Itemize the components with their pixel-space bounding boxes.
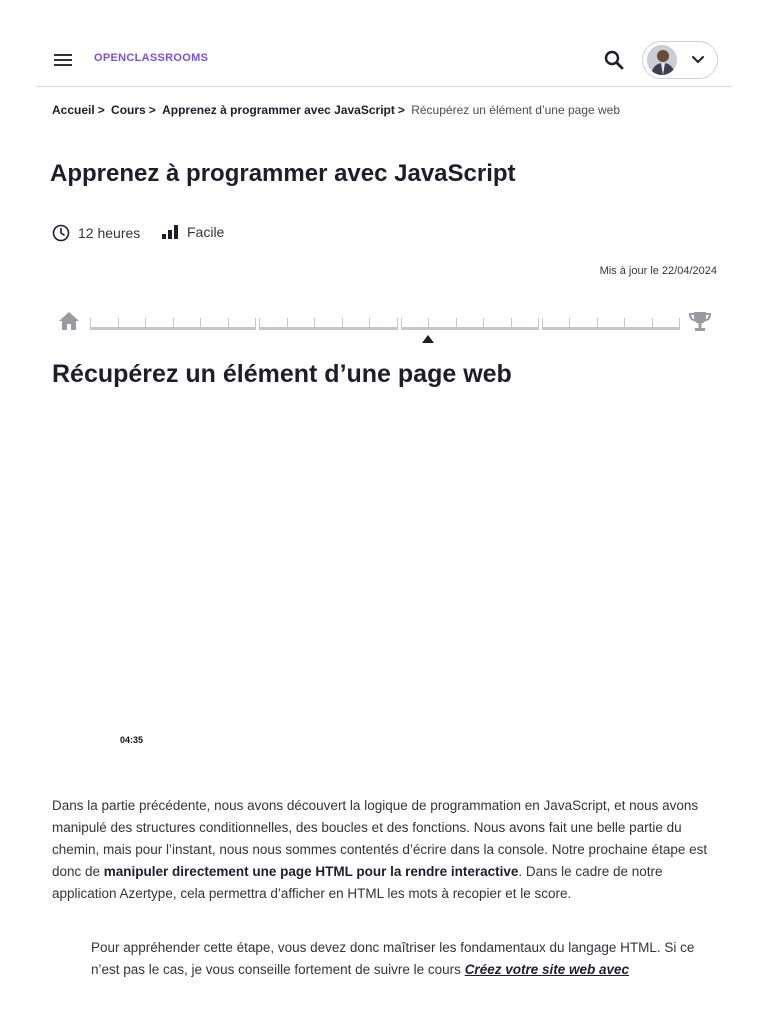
progress-chapter-tick[interactable]: [624, 318, 625, 328]
progress-chapter-tick[interactable]: [145, 318, 146, 328]
progress-part-3[interactable]: [401, 327, 539, 330]
level-label: Facile: [187, 224, 225, 240]
progress-chapter-tick[interactable]: [342, 318, 343, 328]
progress-part-4[interactable]: [542, 327, 680, 330]
progress-chapter-tick[interactable]: [287, 318, 288, 328]
current-chapter-marker: [422, 335, 434, 343]
chapter-title: Récupérez un élément d’une page web: [52, 360, 512, 388]
breadcrumb-courses[interactable]: Cours: [111, 103, 146, 117]
breadcrumb: [52, 103, 620, 117]
trophy-icon: [688, 311, 712, 333]
course-title: Apprenez à programmer avec JavaScript: [50, 160, 516, 187]
top-navigation-bar: [36, 36, 732, 87]
paragraph-text: Dans la partie précédente, nous avons découvert la logique de programmation en JavaScript, et nous avons manipulé des structures conditionnelles, des boucles et des fonctions. Nous avons fait une belle partie du chemin, mais pour l’instant, nous nous sommes contentés d’écrire dans la console. Notre prochaine étape est donc de: [52, 798, 708, 879]
paragraph-text: . Dans le cadre de notre application Azertype, cela permettra d’afficher en HTML les mots à recopier et le score.: [52, 864, 663, 901]
clock-icon: [52, 224, 70, 242]
progress-chapter-tick[interactable]: [542, 318, 543, 328]
home-icon[interactable]: [58, 311, 80, 331]
progress-chapter-tick[interactable]: [428, 318, 429, 328]
progress-part-2[interactable]: [259, 327, 398, 330]
logo[interactable]: OPENCLASSROOMS: [94, 52, 209, 64]
video-player[interactable]: [52, 410, 716, 755]
search-icon[interactable]: [602, 48, 626, 72]
course-duration: [52, 224, 140, 242]
breadcrumb-separator: >: [97, 103, 105, 117]
hamburger-menu-icon[interactable]: [52, 51, 74, 69]
course-progress-bar: [58, 311, 713, 343]
progress-chapter-tick[interactable]: [483, 318, 484, 328]
progress-chapter-tick[interactable]: [255, 318, 256, 328]
chevron-down-icon: [691, 54, 705, 66]
progress-chapter-tick[interactable]: [259, 318, 260, 328]
note-text: Pour appréhender cette étape, vous devez donc maîtriser les fondamentaux du langage HTML. Si ce n’est pas le cas, je vous conseille fortement de suivre le cours: [91, 940, 695, 977]
progress-part-1[interactable]: [90, 327, 256, 330]
progress-chapter-tick[interactable]: [90, 318, 91, 328]
breadcrumb-current: Récupérez un élément d’une page web: [411, 103, 621, 117]
course-level: [161, 224, 224, 240]
progress-chapter-tick[interactable]: [597, 318, 598, 328]
progress-chapter-tick[interactable]: [118, 318, 119, 328]
intro-paragraph: [52, 795, 722, 905]
breadcrumb-separator: >: [148, 103, 156, 117]
updated-date: Mis à jour le 22/04/2024: [599, 265, 717, 277]
progress-chapter-tick[interactable]: [173, 318, 174, 328]
progress-chapter-tick[interactable]: [314, 318, 315, 328]
progress-chapter-tick[interactable]: [228, 318, 229, 328]
prerequisite-note: [91, 937, 716, 981]
progress-chapter-tick[interactable]: [200, 318, 201, 328]
progress-chapter-tick[interactable]: [538, 318, 539, 328]
progress-chapter-tick[interactable]: [456, 318, 457, 328]
difficulty-bars-icon: [161, 224, 179, 240]
breadcrumb-separator: >: [397, 103, 405, 117]
duration-label: 12 heures: [78, 225, 141, 241]
progress-chapter-tick[interactable]: [511, 318, 512, 328]
breadcrumb-course[interactable]: Apprenez à programmer avec JavaScript: [162, 103, 395, 117]
video-duration: 04:35: [120, 735, 144, 745]
progress-chapter-tick[interactable]: [652, 318, 653, 328]
html-course-link[interactable]: Créez votre site web avec: [464, 962, 630, 977]
avatar: [647, 45, 677, 75]
breadcrumb-home[interactable]: Accueil: [52, 103, 95, 117]
progress-chapter-tick[interactable]: [369, 318, 370, 328]
paragraph-highlight: manipuler directement une page HTML pour la rendre interactive: [103, 864, 519, 879]
progress-chapter-tick[interactable]: [401, 318, 402, 328]
progress-chapter-tick[interactable]: [397, 318, 398, 328]
profile-menu-button[interactable]: [642, 41, 718, 79]
progress-chapter-tick[interactable]: [569, 318, 570, 328]
progress-chapter-tick[interactable]: [679, 318, 680, 328]
